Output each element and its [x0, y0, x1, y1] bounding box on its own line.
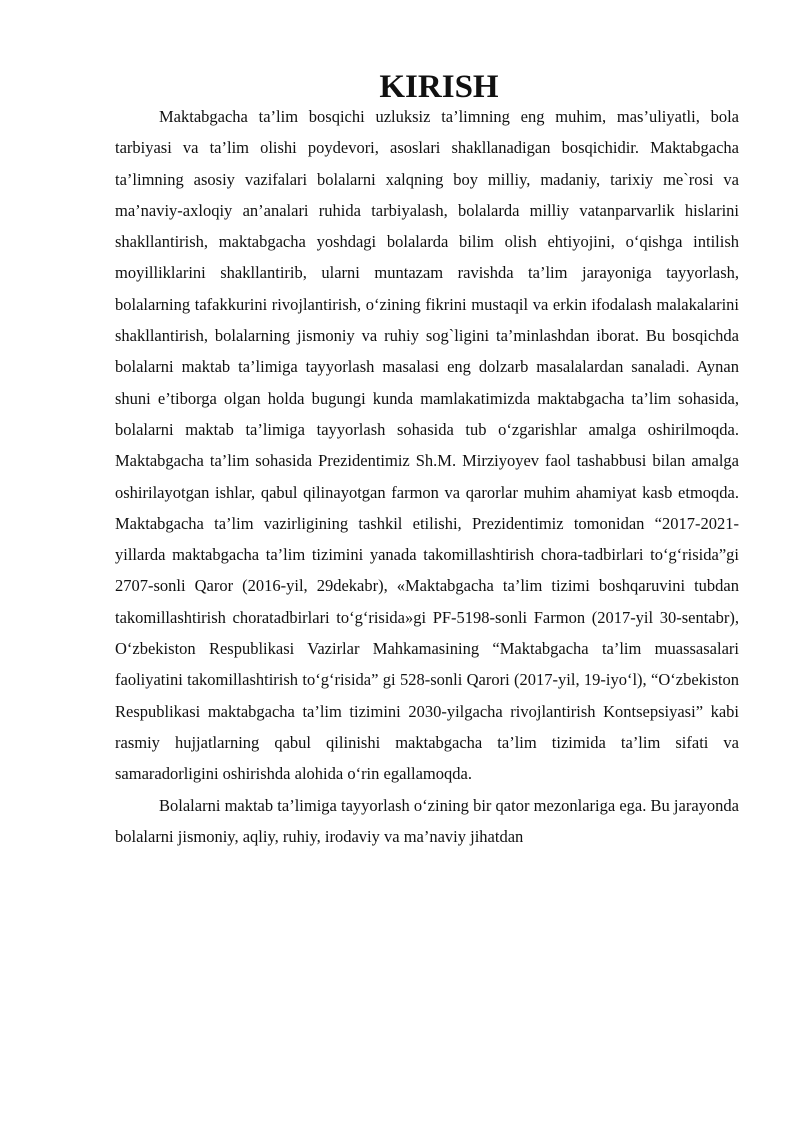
page-title: KIRISH: [379, 69, 499, 105]
document-body: [115, 69, 739, 852]
paragraph-intro: Maktabgacha ta’lim bosqichi uzluksiz ta’limning eng muhim, mas’uliyatli, bola tarbiyasi va ta’lim olishi poydevori, asoslari shakllanadigan bosqichidir. Maktabgacha ta’limning asosiy vazifalari bolalarni xalqning boy milliy, madaniy, tarixiy me`rosi va ma’naviy-axloqiy an’analari ruhida tarbiyalash, bolalarda milliy vatanparvarlik hislarini shakllantirish, maktabgacha yoshdagi bolalarda bilim olish ehtiyojini, o‘qishga intilish moyilliklarini shakllantirib, ularni muntazam ravishda ta’lim jarayoniga tayyorlash, bolalarning tafakkurini rivojlantirish, o‘zining fikrini mustaqil va erkin ifodalash malakalarini shakllantirish, bolalarning jismoniy va ruhiy sog`ligini ta’minlashdan iborat. Bu bosqichda bolalarni maktab ta’limiga tayyorlash masalasi eng dolzarb masalalardan sanaladi. Aynan shuni e’tiborga olgan holda bugungi kunda mamlakatimizda maktabgacha ta’lim sohasida, bolalarni maktab ta’limiga tayyorlash sohasida tub o‘zgarishlar amalga oshirilmoqda. Maktabgacha ta’lim sohasida Prezidentimiz Sh.M. Mirziyoyev faol tashabbusi bilan amalga oshirilayotgan ishlar, qabul qilinayotgan farmon va qarorlar muhim ahamiyat kasb etmoqda. Maktabgacha ta’lim vazirligining tashkil etilishi, Prezidentimiz tomonidan “2017-2021-yillarda maktabgacha ta’lim tizimini yanada takomillashtirish chora-tadbirlari to‘g‘risida”gi 2707-sonli Qaror (2016-yil, 29dekabr), «Maktabgacha ta’lim tizimi boshqaruvini tubdan takomillashtirish choratadbirlari to‘g‘risida»gi PF-5198-sonli Farmon (2017-yil 30-sentabr), O‘zbekiston Respublikasi Vazirlar Mahkamasining “Maktabgacha ta’lim muassasalari faoliyatini takomillashtirish to‘g‘risida” gi 528-sonli Qarori (2017-yil, 19-iyo‘l), “O‘zbekiston Respublikasi maktabgacha ta’lim tizimini 2030-yilgacha rivojlantirish Kontsepsiyasi” kabi rasmiy hujjatlarning qabul qilinishi maktabgacha ta’lim tizimida ta’lim sifati va samaradorligini oshirishda alohida o‘rin egallamoqda.: [115, 107, 739, 784]
paragraph-school-readiness: Bolalarni maktab ta’limiga tayyorlash o‘zining bir qator mezonlariga ega. Bu jarayonda bolalarni jismoniy, aqliy, ruhiy, irodaviy va ma’naviy jihatdan: [115, 795, 739, 846]
